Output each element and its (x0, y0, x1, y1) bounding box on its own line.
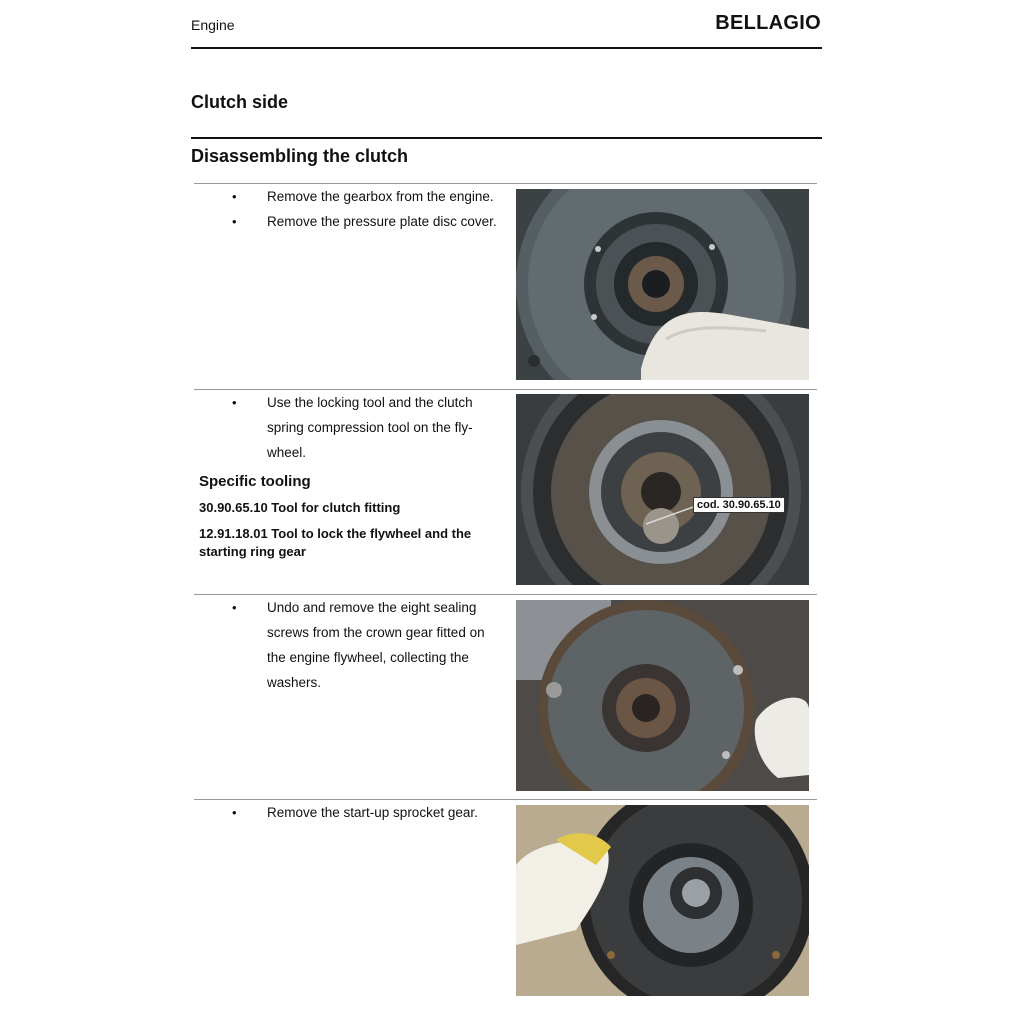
step-1-bullet-1: • Remove the gearbox from the engine. (194, 184, 509, 209)
step-3-bullet-1: • Undo and remove the eight sealing screws from the crown gear fitted on the engine flywheel, collecting the washers. (194, 595, 499, 695)
specific-tooling (199, 473, 499, 569)
header-rule (191, 47, 822, 49)
tooling-item: 12.91.18.01 Tool to lock the flywheel and the starting ring gear (199, 526, 472, 559)
step-4-text (194, 800, 509, 825)
flywheel-screws-photo (516, 600, 809, 791)
procedure-title: Disassembling the clutch (191, 146, 409, 166)
tool-code-callout: cod. 30.90.65.10 (693, 497, 785, 513)
step-2-text (194, 390, 494, 465)
tooling-heading: Specific tooling (199, 473, 311, 490)
tooling-item: 30.90.65.10 Tool for clutch fitting (199, 500, 401, 515)
step-1-text (194, 184, 509, 234)
step-2-bullet-1: • Use the locking tool and the clutch spring compression tool on the fly-wheel. (194, 390, 494, 465)
section-title: Clutch side (191, 92, 289, 112)
locking-tool-photo (516, 394, 809, 585)
step-3-text (194, 595, 499, 695)
step-4-bullet-1: • Remove the start-up sprocket gear. (194, 800, 509, 825)
header-section-name: Engine (191, 17, 235, 33)
step-1-bullet-2: • Remove the pressure plate disc cover. (194, 209, 509, 234)
clutch-cover-photo (516, 189, 809, 380)
sprocket-gear-photo (516, 805, 809, 996)
header-model-name: BELLAGIO (715, 12, 821, 34)
section-rule (191, 137, 822, 139)
